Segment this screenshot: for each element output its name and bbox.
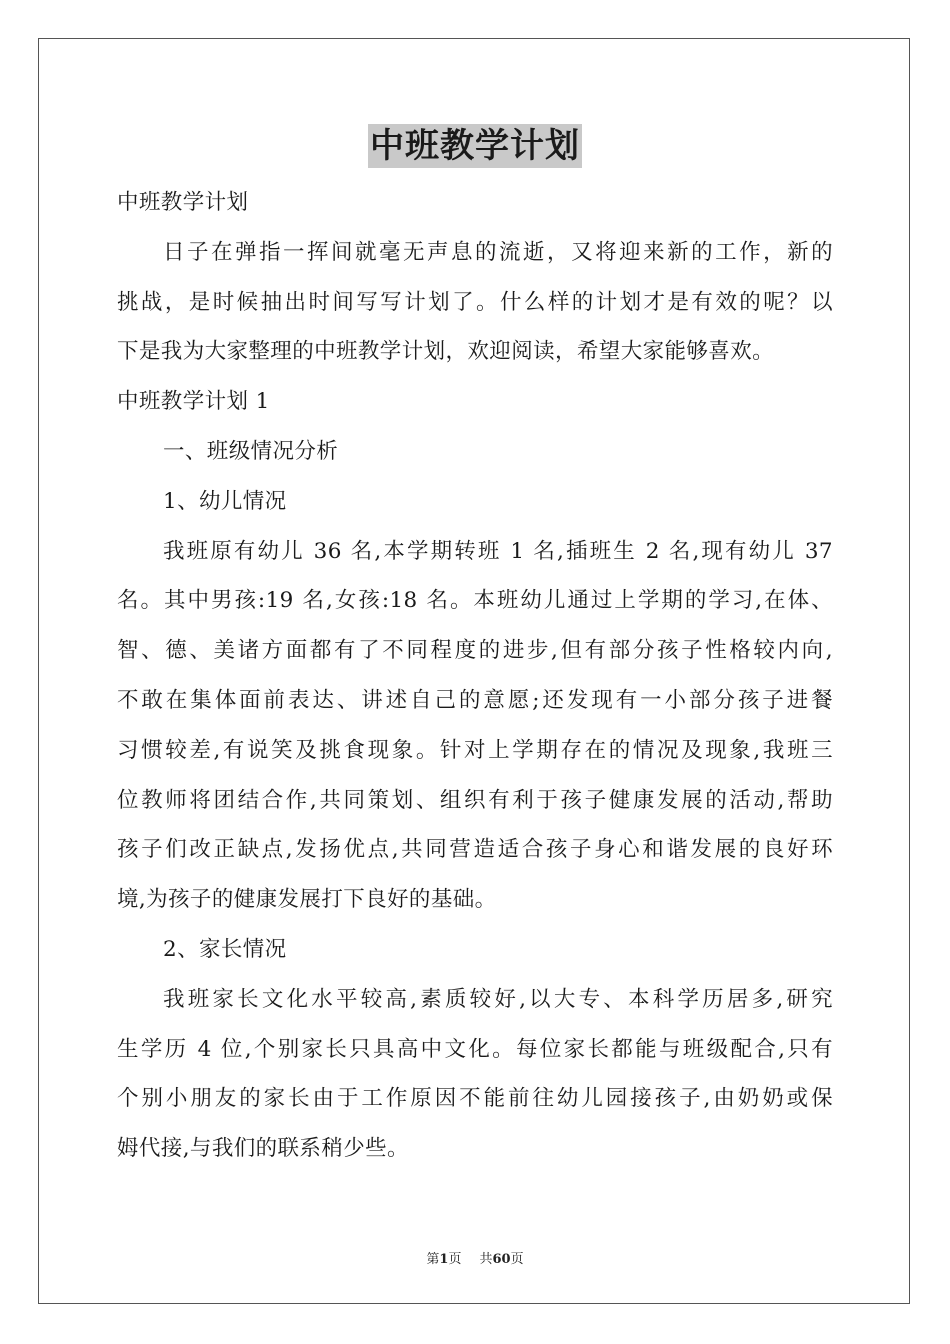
total-suffix: 页 — [510, 1252, 524, 1267]
paragraph-line: 名。其中男孩:19 名,女孩:18 名。本班幼儿通过上学期的学习,在体、 — [117, 588, 833, 614]
paragraph-line: 个别小朋友的家长由于工作原因不能前往幼儿园接孩子,由奶奶或保 — [117, 1086, 833, 1112]
paragraph-line: 我班家长文化水平较高,素质较好,以大专、本科学历居多,研究 — [163, 986, 833, 1012]
section-heading: 中班教学计划 1 — [117, 389, 270, 415]
paragraph-line: 孩子们改正缺点,发扬优点,共同营造适合孩子身心和谐发展的良好环 — [117, 837, 833, 863]
paragraph-line: 姆代接,与我们的联系稍少些。 — [117, 1136, 409, 1162]
subsection-heading: 2、家长情况 — [163, 936, 287, 962]
paragraph-line: 境,为孩子的健康发展打下良好的基础。 — [117, 887, 497, 913]
page-footer — [0, 1248, 950, 1267]
total-pages: 60 — [492, 1252, 511, 1267]
subsection-heading: 一、班级情况分析 — [163, 438, 339, 464]
paragraph-line: 生学历 4 位,个别家长只具高中文化。每位家长都能与班级配合,只有 — [117, 1036, 833, 1062]
paragraph-line: 不敢在集体面前表达、讲述自己的意愿;还发现有一小部分孩子进餐 — [117, 687, 833, 713]
page-suffix: 页 — [448, 1252, 462, 1267]
total-prefix: 共 — [479, 1252, 493, 1267]
paragraph-line: 下是我为大家整理的中班教学计划，欢迎阅读，希望大家能够喜欢。 — [117, 339, 775, 365]
paragraph-line: 习惯较差,有说笑及挑食现象。针对上学期存在的情况及现象,我班三 — [117, 737, 833, 763]
paragraph-line: 挑战，是时候抽出时间写写计划了。什么样的计划才是有效的呢？以 — [117, 289, 833, 315]
document-body — [117, 178, 833, 1174]
paragraph-line: 智、德、美诸方面都有了不同程度的进步,但有部分孩子性格较内向, — [117, 638, 833, 664]
subsection-heading: 1、幼儿情况 — [163, 488, 287, 514]
document-title — [0, 124, 950, 168]
page-prefix: 第 — [426, 1252, 440, 1267]
page-number: 1 — [439, 1252, 449, 1267]
paragraph-line: 位教师将团结合作,共同策划、组织有利于孩子健康发展的活动,帮助 — [117, 787, 833, 813]
paragraph-line: 我班原有幼儿 36 名,本学期转班 1 名,插班生 2 名,现有幼儿 37 — [163, 538, 833, 564]
paragraph-line: 日子在弹指一挥间就毫无声息的流逝，又将迎来新的工作，新的 — [163, 239, 833, 265]
document-title-text: 中班教学计划 — [370, 126, 580, 166]
subtitle-line: 中班教学计划 — [117, 190, 249, 215]
